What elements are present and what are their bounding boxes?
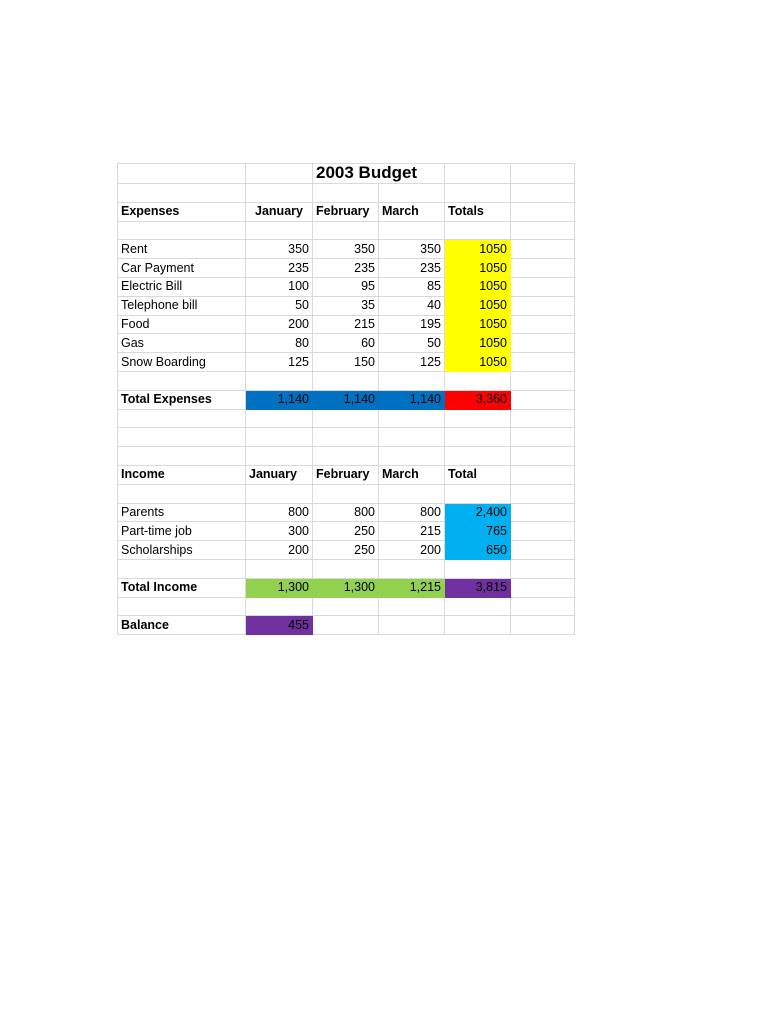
budget-sheet <box>117 163 575 635</box>
expense-feb: 215 <box>313 315 379 334</box>
expense-label: Car Payment <box>118 259 246 278</box>
total-expenses-jan: 1,140 <box>246 390 313 409</box>
sheet-title: 2003 Budget <box>316 163 418 182</box>
blank-row <box>118 371 575 390</box>
total-expenses-feb: 1,140 <box>313 390 379 409</box>
income-total: 650 <box>445 541 511 560</box>
income-feb: 800 <box>313 503 379 522</box>
income-feb: 250 <box>313 522 379 541</box>
expense-total: 1050 <box>445 334 511 353</box>
expense-row-telephone-bill <box>118 296 575 315</box>
expense-feb: 35 <box>313 296 379 315</box>
blank-row <box>118 559 575 578</box>
blank-row <box>118 447 575 466</box>
income-heading: Income <box>118 465 246 484</box>
income-jan: 200 <box>246 541 313 560</box>
income-jan: 300 <box>246 522 313 541</box>
title-row <box>118 164 575 184</box>
expenses-header-row <box>118 202 575 221</box>
col-header-march: March <box>379 465 445 484</box>
income-label: Parents <box>118 503 246 522</box>
expense-mar: 350 <box>379 240 445 259</box>
total-income-mar: 1,215 <box>379 578 445 597</box>
expense-jan: 80 <box>246 334 313 353</box>
income-row-scholarships <box>118 541 575 560</box>
balance-value: 455 <box>246 616 313 635</box>
income-label: Scholarships <box>118 541 246 560</box>
col-header-february: February <box>313 202 379 221</box>
expense-total: 1050 <box>445 315 511 334</box>
income-mar: 215 <box>379 522 445 541</box>
blank-row <box>118 184 575 203</box>
expense-feb: 150 <box>313 353 379 372</box>
expense-feb: 350 <box>313 240 379 259</box>
expense-jan: 100 <box>246 277 313 296</box>
expenses-heading: Expenses <box>118 202 246 221</box>
balance-label: Balance <box>118 616 246 635</box>
total-income-row <box>118 578 575 597</box>
blank-row <box>118 221 575 240</box>
expense-jan: 50 <box>246 296 313 315</box>
expense-label: Snow Boarding <box>118 353 246 372</box>
expense-label: Gas <box>118 334 246 353</box>
income-label: Part-time job <box>118 522 246 541</box>
expense-feb: 95 <box>313 277 379 296</box>
expense-jan: 125 <box>246 353 313 372</box>
expense-mar: 50 <box>379 334 445 353</box>
expense-feb: 60 <box>313 334 379 353</box>
total-income-grand: 3,815 <box>445 578 511 597</box>
balance-row <box>118 616 575 635</box>
expense-row-rent <box>118 240 575 259</box>
income-feb: 250 <box>313 541 379 560</box>
income-row-part-time-job <box>118 522 575 541</box>
expense-mar: 125 <box>379 353 445 372</box>
income-total: 765 <box>445 522 511 541</box>
total-expenses-grand: 3,360 <box>445 390 511 409</box>
income-jan: 800 <box>246 503 313 522</box>
expense-row-car-payment <box>118 259 575 278</box>
expense-row-food <box>118 315 575 334</box>
expense-jan: 200 <box>246 315 313 334</box>
expense-label: Telephone bill <box>118 296 246 315</box>
income-row-parents <box>118 503 575 522</box>
blank-row <box>118 428 575 447</box>
col-header-total: Total <box>445 465 511 484</box>
expense-label: Rent <box>118 240 246 259</box>
total-income-feb: 1,300 <box>313 578 379 597</box>
total-expenses-label: Total Expenses <box>118 390 246 409</box>
total-expenses-mar: 1,140 <box>379 390 445 409</box>
expense-total: 1050 <box>445 353 511 372</box>
expense-row-electric-bill <box>118 277 575 296</box>
expense-total: 1050 <box>445 240 511 259</box>
income-mar: 200 <box>379 541 445 560</box>
blank-row <box>118 484 575 503</box>
expense-jan: 350 <box>246 240 313 259</box>
income-total: 2,400 <box>445 503 511 522</box>
expense-row-snow-boarding <box>118 353 575 372</box>
expense-label: Food <box>118 315 246 334</box>
expense-mar: 235 <box>379 259 445 278</box>
expense-total: 1050 <box>445 277 511 296</box>
expense-total: 1050 <box>445 259 511 278</box>
blank-row <box>118 597 575 616</box>
col-header-january: January <box>246 465 313 484</box>
blank-row <box>118 409 575 428</box>
col-header-january: January <box>246 202 313 221</box>
total-income-jan: 1,300 <box>246 578 313 597</box>
expense-jan: 235 <box>246 259 313 278</box>
expense-mar: 195 <box>379 315 445 334</box>
expense-label: Electric Bill <box>118 277 246 296</box>
total-income-label: Total Income <box>118 578 246 597</box>
expense-total: 1050 <box>445 296 511 315</box>
col-header-totals: Totals <box>445 202 511 221</box>
col-header-february: February <box>313 465 379 484</box>
expense-row-gas <box>118 334 575 353</box>
expense-mar: 40 <box>379 296 445 315</box>
income-mar: 800 <box>379 503 445 522</box>
total-expenses-row <box>118 390 575 409</box>
income-header-row <box>118 465 575 484</box>
expense-feb: 235 <box>313 259 379 278</box>
expense-mar: 85 <box>379 277 445 296</box>
col-header-march: March <box>379 202 445 221</box>
